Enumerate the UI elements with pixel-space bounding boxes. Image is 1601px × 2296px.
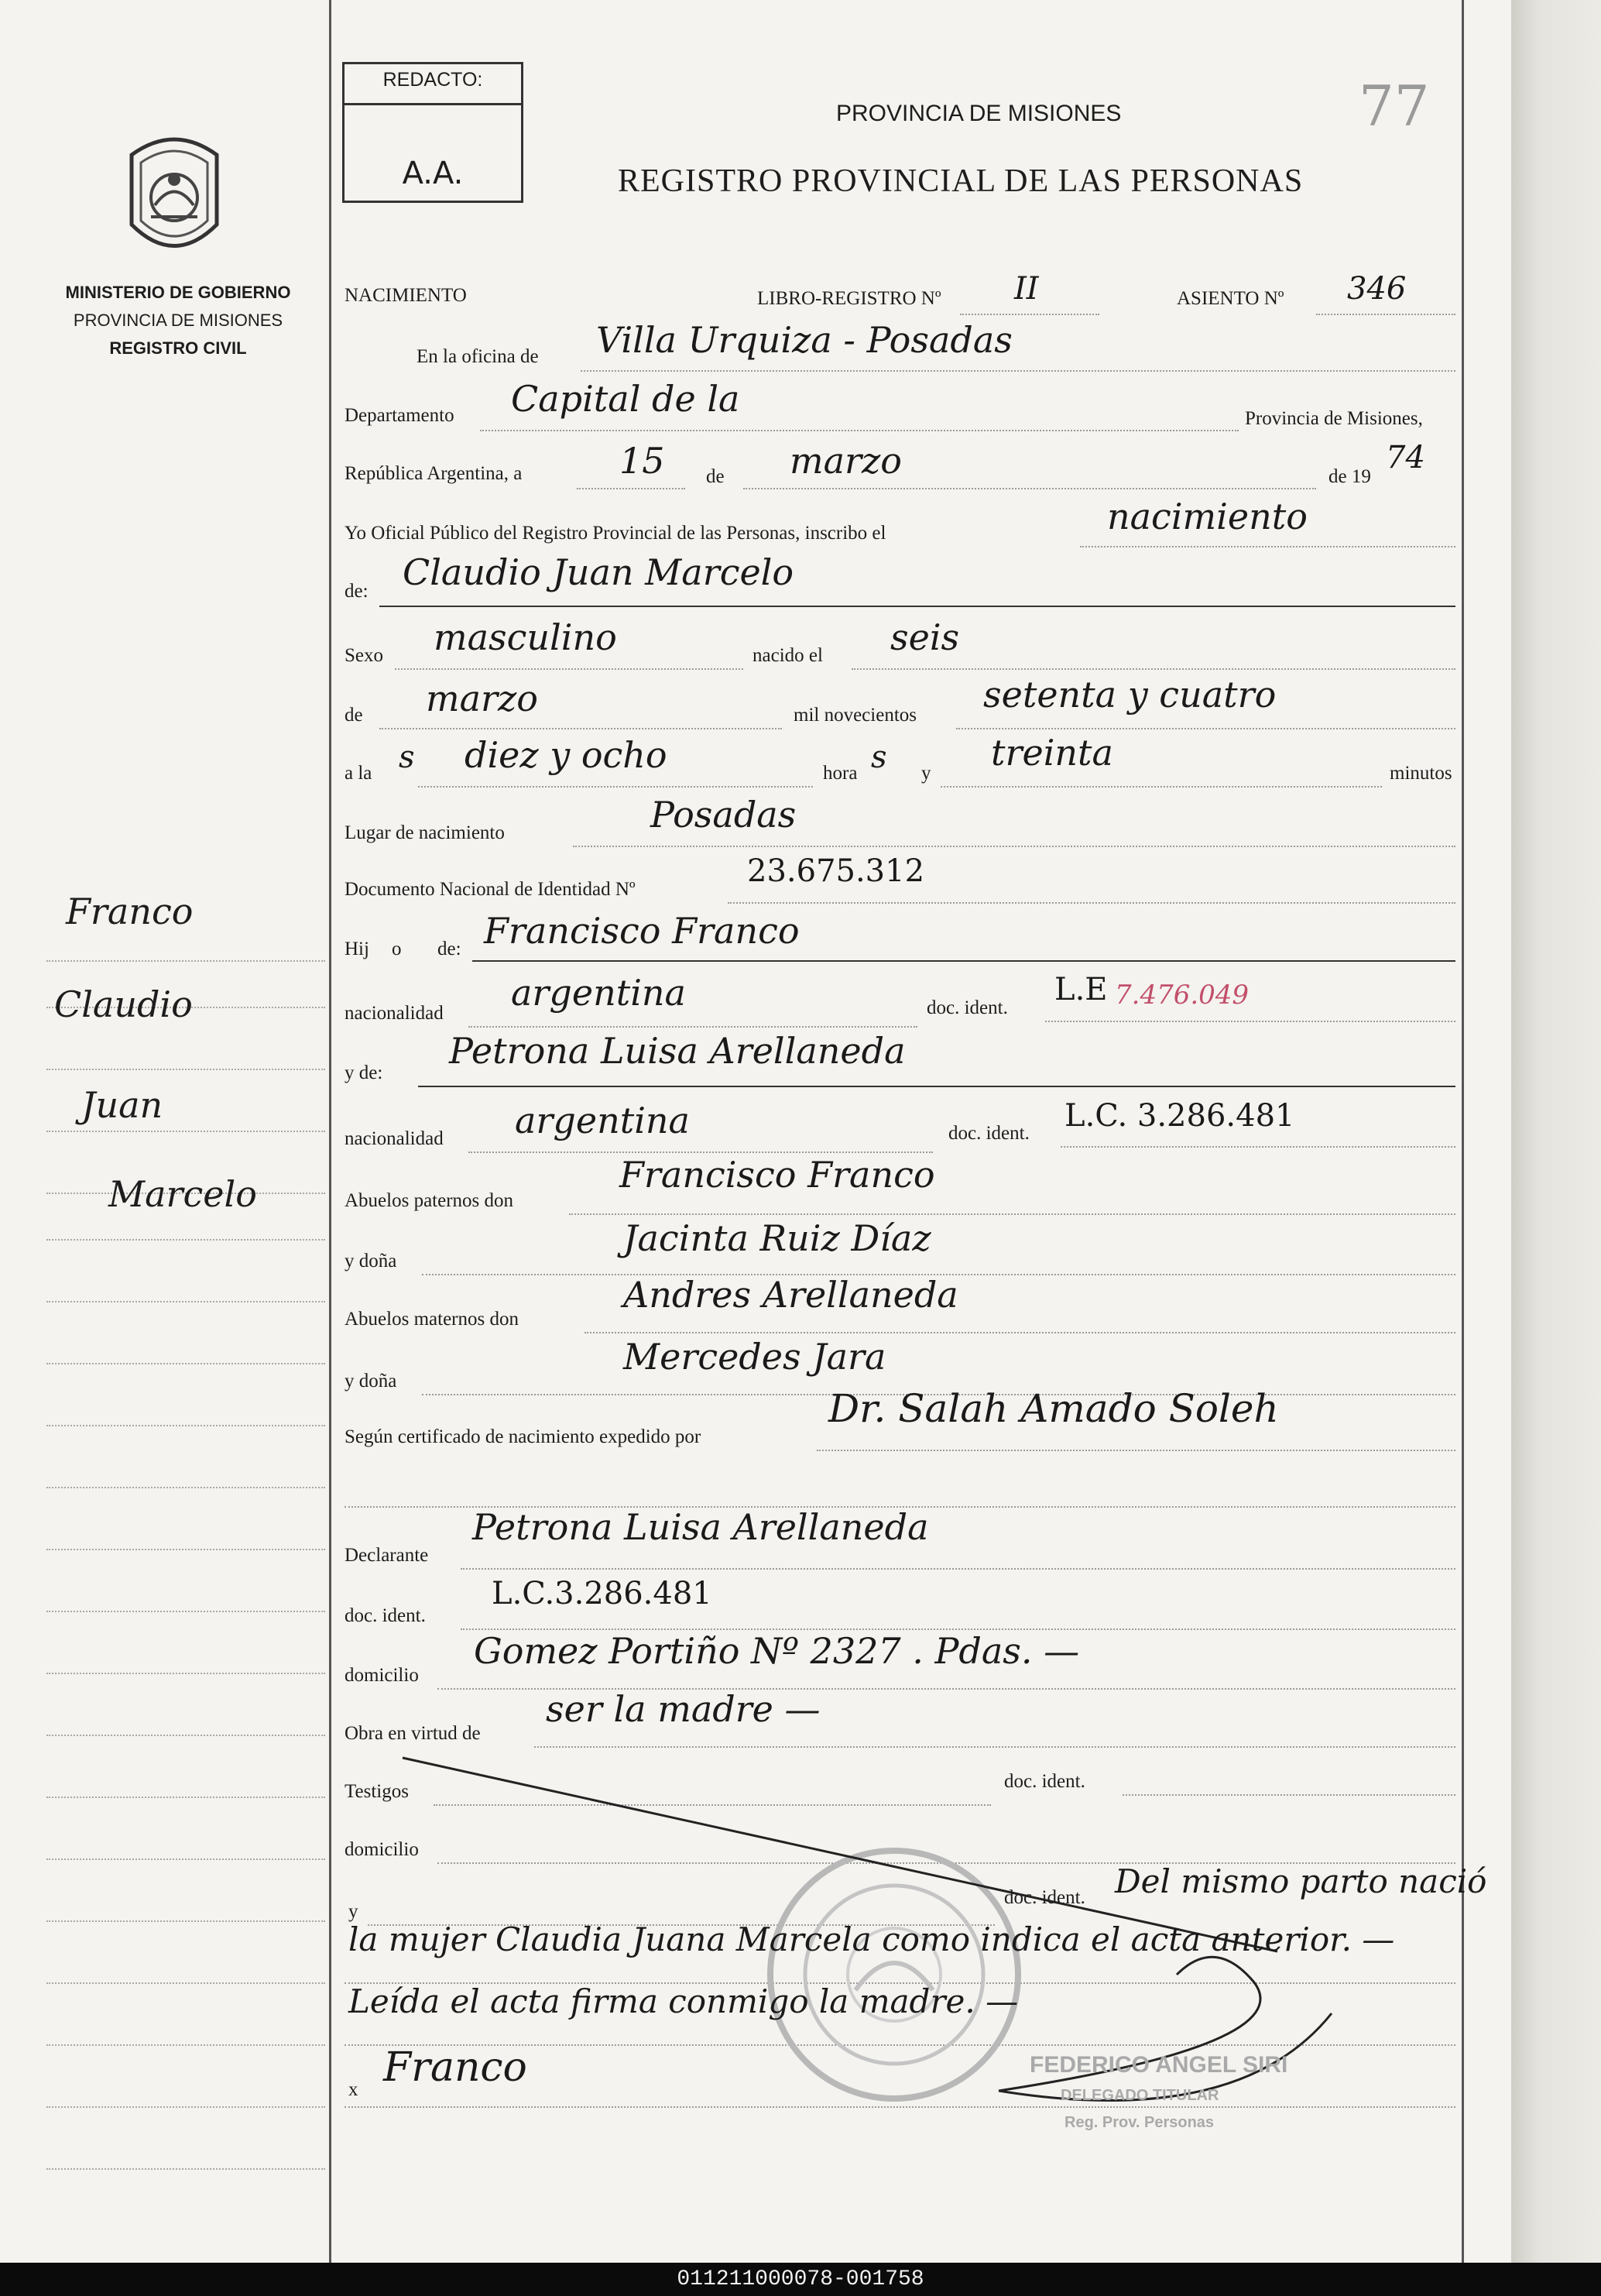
asiento-value: 346: [1347, 271, 1407, 307]
maternal-grandmother-value: Mercedes Jara: [623, 1336, 886, 1378]
province-heading: PROVINCIA DE MISIONES: [836, 101, 1122, 126]
doc-declarante-value: L.C.3.286.481: [492, 1576, 712, 1611]
margin-rule: [329, 0, 331, 2263]
right-rule: [1462, 0, 1464, 2263]
declarante-label: Declarante: [345, 1545, 429, 1566]
libro-label: LIBRO-REGISTRO Nº: [757, 288, 941, 309]
ministry-province: PROVINCIA DE MISIONES: [73, 311, 283, 330]
paternal-grandmother-value: Jacinta Ruiz Díaz: [623, 1217, 931, 1259]
doc-declarante-label: doc. ident.: [345, 1605, 426, 1626]
father-doc-value: 7.476.049: [1115, 980, 1250, 1011]
domicilio-value: Gomez Portiño Nº 2327 . Pdas. —: [474, 1630, 1080, 1672]
hijo-suffix: o: [392, 939, 402, 959]
hora-label: hora: [823, 763, 858, 784]
nac2-label: nacionalidad: [345, 1128, 444, 1149]
domicilio-testigo-label: domicilio: [345, 1839, 419, 1860]
lugar-label: Lugar de nacimiento: [345, 822, 505, 843]
official-stamp-icon: [763, 1843, 1026, 2106]
nota-line2: la mujer Claudia Juana Marcela como indica el acta anterior. —: [348, 1920, 1395, 1958]
abuelos-maternos-label: Abuelos maternos don: [345, 1309, 519, 1330]
delegado-registry: Reg. Prov. Personas: [1064, 2114, 1215, 2131]
doc-testigo-label: doc. ident.: [1004, 1771, 1085, 1792]
redacto-box: [342, 62, 523, 203]
provincia-label: Provincia de Misiones,: [1245, 408, 1423, 429]
de-label: de:: [345, 581, 369, 602]
page-number: 77: [1359, 74, 1430, 139]
day-value: 15: [619, 440, 665, 482]
margin-note-name1: Claudio: [54, 983, 193, 1025]
doc-testigo2-label: doc. ident.: [1004, 1887, 1085, 1908]
maternal-grandfather-value: Andres Arellaneda: [623, 1274, 958, 1316]
paternal-grandfather-value: Francisco Franco: [619, 1154, 935, 1196]
nacimiento-label: NACIMIENTO: [345, 285, 467, 306]
ministry-name: MINISTERIO DE GOBIERNO: [65, 283, 291, 302]
obra-value: ser la madre —: [546, 1688, 821, 1730]
declarante-value: Petrona Luisa Arellaneda: [472, 1506, 929, 1548]
asiento-label: ASIENTO Nº: [1177, 288, 1284, 309]
departamento-value: Capital de la: [511, 378, 740, 420]
dni-value: 23.675.312: [747, 853, 925, 889]
domicilio-label: domicilio: [345, 1665, 419, 1686]
registry-title: REGISTRO PROVINCIAL DE LAS PERSONAS: [618, 163, 1304, 199]
de2-label: de: [345, 705, 363, 726]
y-label: y: [921, 763, 931, 784]
mil-label: mil novecientos: [794, 705, 917, 726]
certificado-label: Según certificado de nacimiento expedido por: [345, 1426, 701, 1447]
certificado-value: Dr. Salah Amado Soleh: [828, 1386, 1279, 1431]
delegado-title: DELEGADO TITULAR: [1061, 2087, 1219, 2104]
nacido-label: nacido el: [753, 645, 823, 666]
ydona2-label: y doña: [345, 1371, 397, 1392]
y-testigo-label: y: [348, 1901, 358, 1922]
archive-code: 011211000078-001758: [0, 2263, 1601, 2296]
minutos-value: treinta: [991, 732, 1113, 774]
dni-label: Documento Nacional de Identidad Nº: [345, 879, 636, 900]
libro-value: II: [1014, 271, 1039, 307]
minutos-label: minutos: [1390, 763, 1452, 784]
departamento-label: Departamento: [345, 405, 454, 426]
nac1-label: nacionalidad: [345, 1003, 444, 1024]
year-prefix-label: de 19: [1328, 466, 1371, 487]
oficina-label: En la oficina de: [417, 346, 539, 367]
mil-value: setenta y cuatro: [983, 674, 1277, 716]
lugar-value: Posadas: [650, 794, 797, 836]
year-value: 74: [1386, 440, 1425, 475]
margin-note-surname: Franco: [66, 891, 194, 932]
margin-note-name2: Juan: [81, 1084, 163, 1126]
hora-s: s: [871, 740, 887, 775]
abuelos-paternos-label: Abuelos paternos don: [345, 1190, 514, 1211]
ministry-registry: REGISTRO CIVIL: [109, 338, 247, 358]
nacido-value: seis: [890, 616, 960, 658]
mother-doc-value: L.C. 3.286.481: [1064, 1098, 1295, 1134]
mother-nationality-value: argentina: [515, 1100, 690, 1141]
republica-label: República Argentina, a: [345, 463, 523, 484]
nota-line1: Del mismo parto nació: [1115, 1862, 1487, 1900]
child-name-value: Claudio Juan Marcelo: [403, 551, 794, 593]
father-doc-prefix: L.E: [1054, 972, 1108, 1007]
delegado-name: FEDERICO ANGEL SIRI: [1030, 2052, 1288, 2078]
margin-note-name3: Marcelo: [108, 1173, 257, 1215]
nota-line3: Leída el acta firma conmigo la madre. —: [348, 1982, 1019, 2020]
month2-value: marzo: [426, 678, 538, 719]
father-name-value: Francisco Franco: [484, 910, 800, 952]
page-edge: [1511, 0, 1601, 2263]
doc1-label: doc. ident.: [927, 997, 1008, 1018]
mother-name-value: Petrona Luisa Arellaneda: [449, 1030, 906, 1072]
obra-label: Obra en virtud de: [345, 1723, 481, 1744]
month-value: marzo: [790, 440, 902, 482]
ala-label: a la: [345, 763, 372, 784]
ala-s: s: [399, 740, 415, 775]
redacto-value: A.A.: [402, 156, 464, 191]
firma-madre: Franco: [383, 2044, 527, 2091]
redacto-label: REDACTO:: [382, 69, 483, 91]
hijo-label: Hij: [345, 939, 369, 959]
yo-oficial-label: Yo Oficial Público del Registro Provincial de las Personas, inscribo el: [345, 523, 886, 544]
yde-label: y de:: [345, 1062, 383, 1083]
testigos-label: Testigos: [345, 1781, 409, 1802]
father-nationality-value: argentina: [511, 972, 686, 1014]
month-de-label: de: [706, 466, 725, 487]
inscribo-value: nacimiento: [1107, 496, 1308, 537]
oficina-value: Villa Urquiza - Posadas: [596, 319, 1013, 361]
province-seal-icon: [116, 132, 232, 263]
hijo-de-label: de:: [437, 939, 461, 959]
hora-value: diez y ocho: [465, 734, 667, 776]
doc2-label: doc. ident.: [948, 1123, 1030, 1144]
sexo-value: masculino: [434, 616, 617, 658]
ydona1-label: y doña: [345, 1251, 397, 1272]
firma-x: x: [348, 2079, 358, 2100]
ministry-block: [31, 279, 325, 362]
sexo-label: Sexo: [345, 645, 383, 666]
